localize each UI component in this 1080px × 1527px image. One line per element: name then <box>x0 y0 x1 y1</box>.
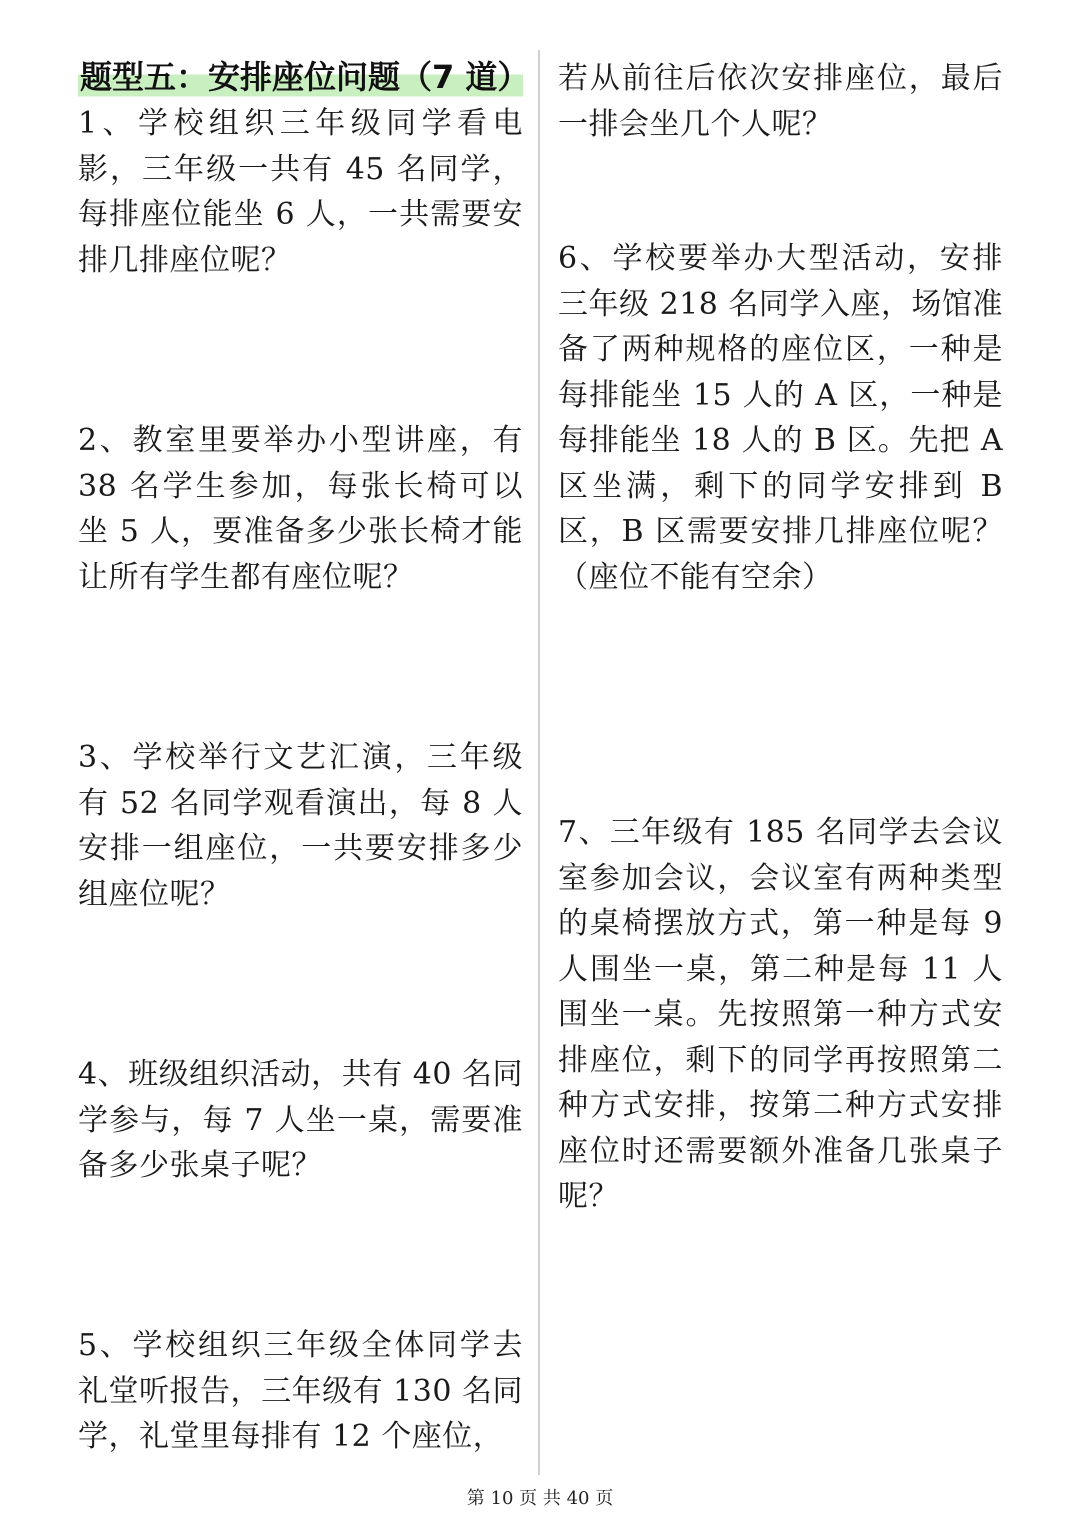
question-2: 2、教室里要举办小型讲座，有 38 名学生参加，每张长椅可以坐 5 人，要准备多少张长椅才能让所有学生都有座位呢？ <box>78 423 523 595</box>
question-1: 1、学校组织三年级同学看电影，三年级一共有 45 名同学，每排座位能坐 6 人，一共需要安排几排座位呢？ <box>78 106 523 278</box>
question-3: 3、学校举行文艺汇演，三年级有 52 名同学观看演出，每 8 人安排一组座位，一共要安排多少组座位呢？ <box>78 740 523 912</box>
column-divider <box>538 50 540 1475</box>
question-4: 4、班级组织活动，共有 40 名同学参与，每 7 人坐一桌，需要准备多少张桌子呢？ <box>78 1057 523 1183</box>
question-5-continued: 若从前往后依次安排座位，最后一排会坐几个人呢？ <box>558 61 1003 142</box>
page-number-footer: 第 10 页 共 40 页 <box>466 1488 614 1509</box>
question-5: 5、学校组织三年级全体同学去礼堂听报告，三年级有 130 名同学，礼堂里每排有 12 个座位， <box>78 1328 523 1454</box>
section-title: 题型五：安排座位问题（7 道） <box>78 54 523 100</box>
left-column <box>78 54 530 100</box>
question-7: 7、三年级有 185 名同学去会议室参加会议，会议室有两种类型的桌椅摆放方式，第一种是每 9 人围坐一桌，第二种是每 11 人围坐一桌。先按照第一种方式安排座位，剩下的同学再按照第二种方式安排，按第二种方式安排座位时还需要额外准备几张桌子呢？ <box>558 815 1003 1214</box>
question-6: 6、学校要举办大型活动，安排三年级 218 名同学入座，场馆准备了两种规格的座位区，一种是每排能坐 15 人的 A 区，一种是每排能坐 18 人的 B 区。先把 A 区坐满，剩下的同学安排到 B 区，B 区需要安排几排座位呢？（座位不能有空余） <box>558 241 1003 595</box>
